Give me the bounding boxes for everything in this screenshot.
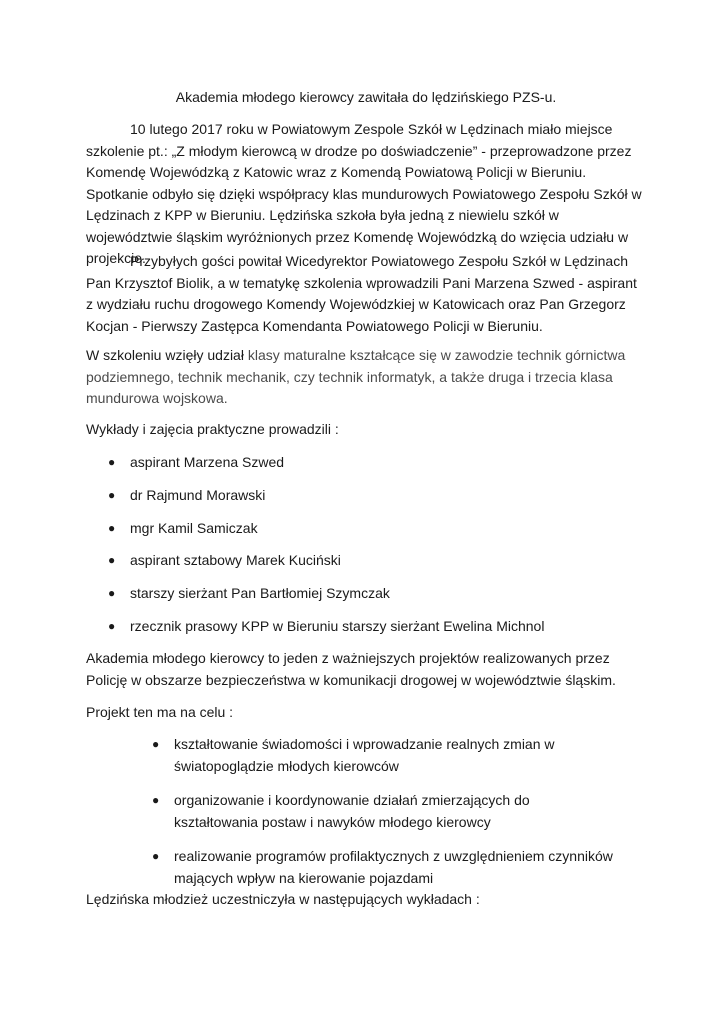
list-item	[108, 485, 646, 518]
lecturer-name: mgr Kamil Samiczak	[130, 519, 258, 536]
bullet-icon: ●	[108, 455, 116, 469]
list-item	[152, 790, 614, 833]
paragraph-participants	[86, 345, 646, 410]
lecturer-name: aspirant Marzena Szwed	[130, 454, 285, 470]
bullet-icon: ●	[108, 618, 116, 633]
bullet-icon: ●	[108, 553, 116, 568]
lecturer-name: dr Rajmund Morawski	[130, 486, 266, 503]
paragraph-guests: Przybyłych gości powitał Wicedyrektor Powiatowego Zespołu Szkół w Lędzinach Pan Krzysztof Biolik, a w tematykę szkolenia wprowadzili Pani Marzena Szwed - aspirant z wydziału ruchu drogowego Komendy Wojewódzkiej w Katowicach oraz Pan Grzegorz Kocjan - Pierwszy Zastępca Komendanta Powiatowego Policji w Bieruniu.	[86, 253, 637, 334]
lecturer-name: rzecznik prasowy KPP w Bieruniu starszy sierżant Ewelina Michnol	[130, 617, 545, 634]
goals-list	[152, 734, 614, 902]
paragraph-project-description: Akademia młodego kierowcy to jeden z ważniejszych projektów realizowanych przez Policję w obszarze bezpieczeństwa w komunikacji drogowej w województwie śląskim.	[86, 650, 616, 688]
goals-intro: Projekt ten ma na celu :	[86, 704, 234, 720]
list-item	[108, 550, 646, 583]
bullet-icon: ●	[108, 520, 116, 535]
list-item	[108, 518, 646, 551]
list-item	[108, 616, 646, 649]
list-item	[152, 734, 614, 777]
goal-text: organizowanie i koordynowanie działań zmierzających do kształtowania postaw i nawyków młodego kierowcy	[174, 792, 530, 830]
list-item	[108, 452, 646, 485]
list-item	[152, 846, 614, 889]
participants-lead: W szkoleniu wzięły udział	[86, 347, 244, 363]
goal-text: realizowanie programów profilaktycznych z uwzględnieniem czynników mających wpływ na kierowanie pojazdami	[174, 848, 613, 886]
bullet-icon: ●	[152, 737, 160, 751]
bullet-icon: ●	[108, 586, 116, 601]
goal-text: kształtowanie świadomości i wprowadzanie realnych zmian w światopoglądzie młodych kierowców	[174, 736, 555, 774]
list-item	[108, 583, 646, 616]
lectures-intro: Lędzińska młodzież uczestniczyła w następujących wykładach :	[86, 891, 480, 907]
bullet-icon: ●	[152, 793, 160, 807]
paragraph-event-intro: 10 lutego 2017 roku w Powiatowym Zespole Szkół w Lędzinach miało miejsce szkolenie pt.: „Z młodym kierowcą w drodze po doświadczenie” - przeprowadzone przez Komendę Wojewódzką z Katowic wraz z Komendą Powiatową Policji w Bieruniu. Spotkanie odbyło się dzięki współpracy klas mundurowych Powiatowego Zespołu Szkół w Lędzinach z KPP w Bieruniu. Lędzińska szkoła była jedną z niewielu szkół w województwie śląskim wyróżnionych przez Komendę Wojewódzką do wzięcia udziału w projekcie.	[86, 121, 642, 266]
lecturers-intro: Wykłady i zajęcia praktyczne prowadzili :	[86, 421, 339, 437]
lecturer-name: starszy sierżant Pan Bartłomiej Szymczak	[130, 585, 390, 602]
participants-classes: klasy maturalne kształcące się w zawodzie technik górnictwa podziemnego, technik mechanik, czy technik informatyk, a także druga i trzecia klasa mundurowa wojskowa.	[86, 347, 626, 406]
document-title: Akademia młodego kierowcy zawitała do lędzińskiego PZS-u.	[175, 89, 557, 105]
bullet-icon: ●	[152, 849, 160, 863]
bullet-icon: ●	[108, 487, 116, 502]
lecturer-name: aspirant sztabowy Marek Kuciński	[130, 552, 341, 569]
lecturers-list	[108, 452, 646, 649]
